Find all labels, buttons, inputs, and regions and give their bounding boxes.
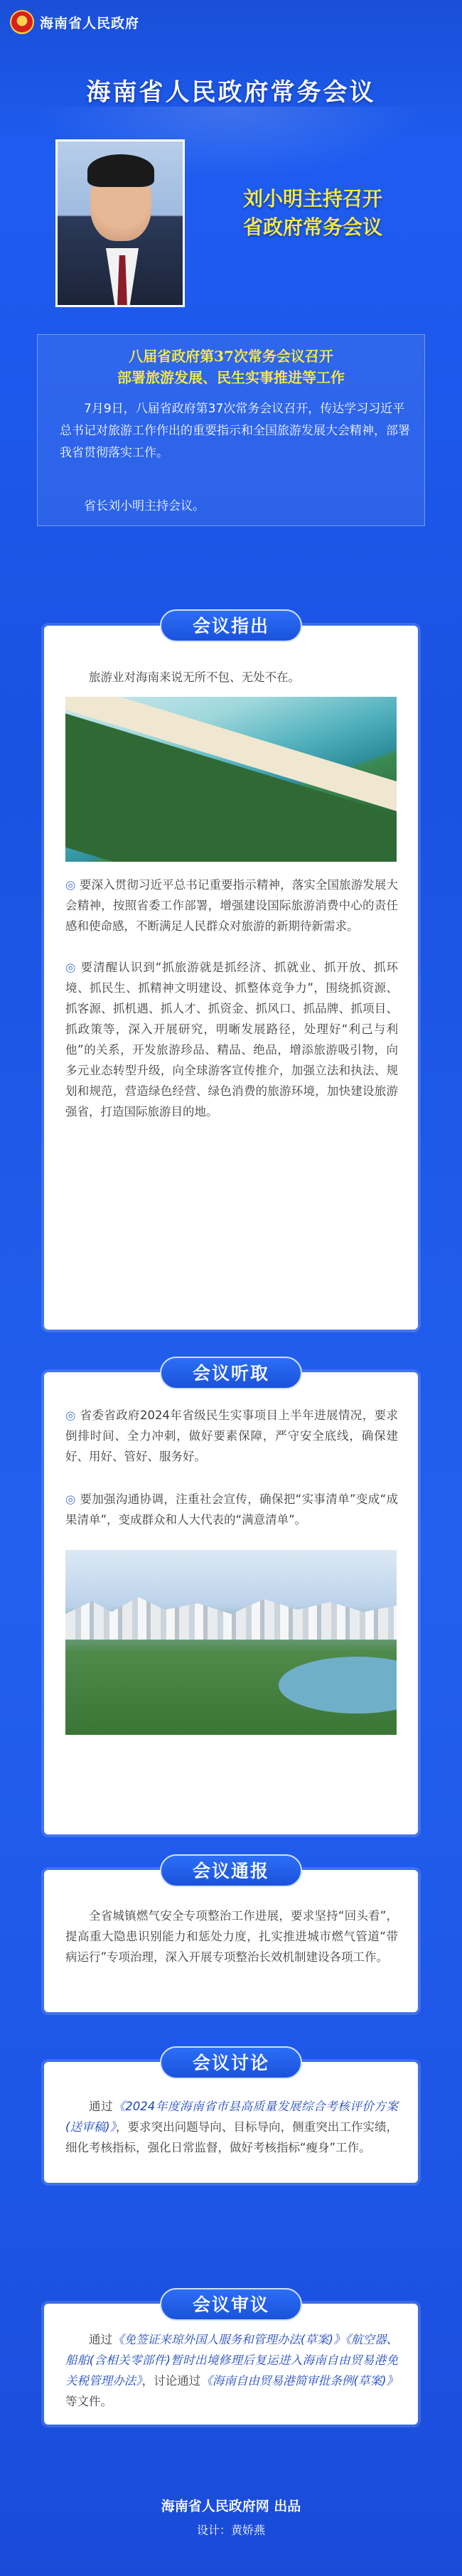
paragraph-text: ，讨论通过 xyxy=(141,2374,201,2388)
paragraph-text: 要深入贯彻习近平总书记重要指示精神，落实全国旅游发展大会精神，按照省委工作部署，增强建设国际旅游消费中心的责任感和使命感，不断满足人民群众对旅游的新期待新需求。 xyxy=(65,878,398,933)
section-lead: 旅游业对海南来说无所不包、无处不在。 xyxy=(89,670,300,684)
intro-paragraph-2: 省长刘小明主持会议。 xyxy=(84,499,205,513)
section-paragraph xyxy=(65,2329,398,2412)
section-card-notified xyxy=(44,1870,418,2012)
section-paragraph xyxy=(65,957,398,1122)
headline-line-1: 刘小明主持召开 xyxy=(242,187,382,210)
bullet-icon: ◎ xyxy=(65,1492,80,1506)
headline-line-2: 省政府常务会议 xyxy=(242,215,382,239)
document-title: 《海南自由贸易港简审批条例(草案)》 xyxy=(200,2374,399,2388)
section-card-reviewed xyxy=(44,2304,418,2425)
bullet-icon: ◎ xyxy=(65,1409,80,1422)
intro-paragraph: 7月9日，八届省政府第37次常务会议召开，传达学习习近平总书记对旅游工作作出的重要指示和全国旅游发展大会精神，部署我省贯彻落实工作。 xyxy=(60,402,410,460)
section-card-heard xyxy=(44,1372,418,1834)
section-paragraph xyxy=(65,1405,398,1467)
section-card-pointed-out xyxy=(44,626,418,1330)
section-paragraph xyxy=(65,1489,398,1530)
intro-subtitle-line-1: 八届省政府第37次常务会议召开 xyxy=(129,348,333,365)
section-card-discussed xyxy=(44,2062,418,2183)
document-title: 《免签证来琼外国人服务和管理办法(草案)》 xyxy=(112,2333,345,2346)
section-title-heard: 会议听取 xyxy=(160,1357,302,1389)
portrait-photo xyxy=(55,139,185,307)
section-title-reviewed: 会议审议 xyxy=(160,2288,302,2321)
paragraph-text: 省委省政府2024年省级民生实事项目上半年进展情况，要求倒排时间、全力冲刺，做好要素保障，严守安全底线，确保建好、用好、管好、服务好。 xyxy=(65,1409,398,1463)
national-emblem-icon xyxy=(10,10,34,34)
document-title: 《航空器、船舶(含相关零部件)暂时出境修理后复运进入海南自由贸易港免关税管理办法》 xyxy=(65,2333,399,2388)
paragraph-text: ，要求突出问题导向、目标导向，侧重突出工作实绩，细化考核指标，强化日常监督，做好考核指标“瘦身”工作。 xyxy=(65,2120,399,2154)
city-photo xyxy=(65,1550,397,1735)
intro-subtitle-line-2: 部署旅游发展、民生实事推进等工作 xyxy=(117,369,345,386)
paragraph-text: 通过 xyxy=(89,2333,113,2346)
paragraph-text: 通过 xyxy=(89,2100,114,2113)
coast-photo xyxy=(65,697,397,862)
site-name[interactable]: 海南省人民政府 xyxy=(40,16,140,31)
section-title-notified: 会议通报 xyxy=(160,1854,302,1887)
intro-subtitle xyxy=(37,346,425,388)
footer-producer: 海南省人民政府网 出品 xyxy=(161,2498,301,2514)
section-title-pointed-out: 会议指出 xyxy=(160,609,302,642)
page-title: 海南省人民政府常务会议 xyxy=(86,78,376,107)
document-title: 《2024年度海南省市县高质量发展综合考核评价方案(送审稿)》 xyxy=(65,2100,399,2134)
section-title-discussed: 会议讨论 xyxy=(160,2046,302,2079)
section-paragraph xyxy=(65,2096,398,2158)
section-paragraph xyxy=(65,875,398,936)
bullet-icon: ◎ xyxy=(65,961,81,974)
section-paragraph: 全省城镇燃气安全专项整治工作进展，要求坚持“回头看”，提高重大隐患识别能力和惩处力度，扎实推进城市燃气管道“带病运行”专项治理，深入开展专项整治长效机制建设各项工作。 xyxy=(65,1909,398,1964)
top-bar xyxy=(0,0,462,64)
bullet-icon: ◎ xyxy=(65,878,80,892)
paragraph-text: 等文件。 xyxy=(65,2395,112,2408)
footer-designer: 设计：黄娇燕 xyxy=(196,2523,265,2537)
paragraph-text: 要清醒认识到“抓旅游就是抓经济、抓就业、抓开放、抓环境、抓民生、抓精神文明建设、抓整体竞争力”，围绕抓资源、抓客源、抓机遇、抓人才、抓资金、抓风口、抓品牌、抓项目、抓政策等，深入开展研究，明晰发展路径，处理好“利己与利他”的关系，开发旅游珍品、精品、绝品，增添旅游吸引物，向多元业态转型升级，向全球游客宣传推介，加强立法和执法、规划和规范，营造绿色经营、绿色消费的旅游环境，加快建设旅游强省，打造国际旅游目的地。 xyxy=(65,961,398,1118)
headline xyxy=(206,185,419,242)
paragraph-text: 要加强沟通协调，注重社会宣传，确保把“实事清单”变成“成果清单”，变成群众和人大代表的“满意清单”。 xyxy=(65,1492,398,1527)
